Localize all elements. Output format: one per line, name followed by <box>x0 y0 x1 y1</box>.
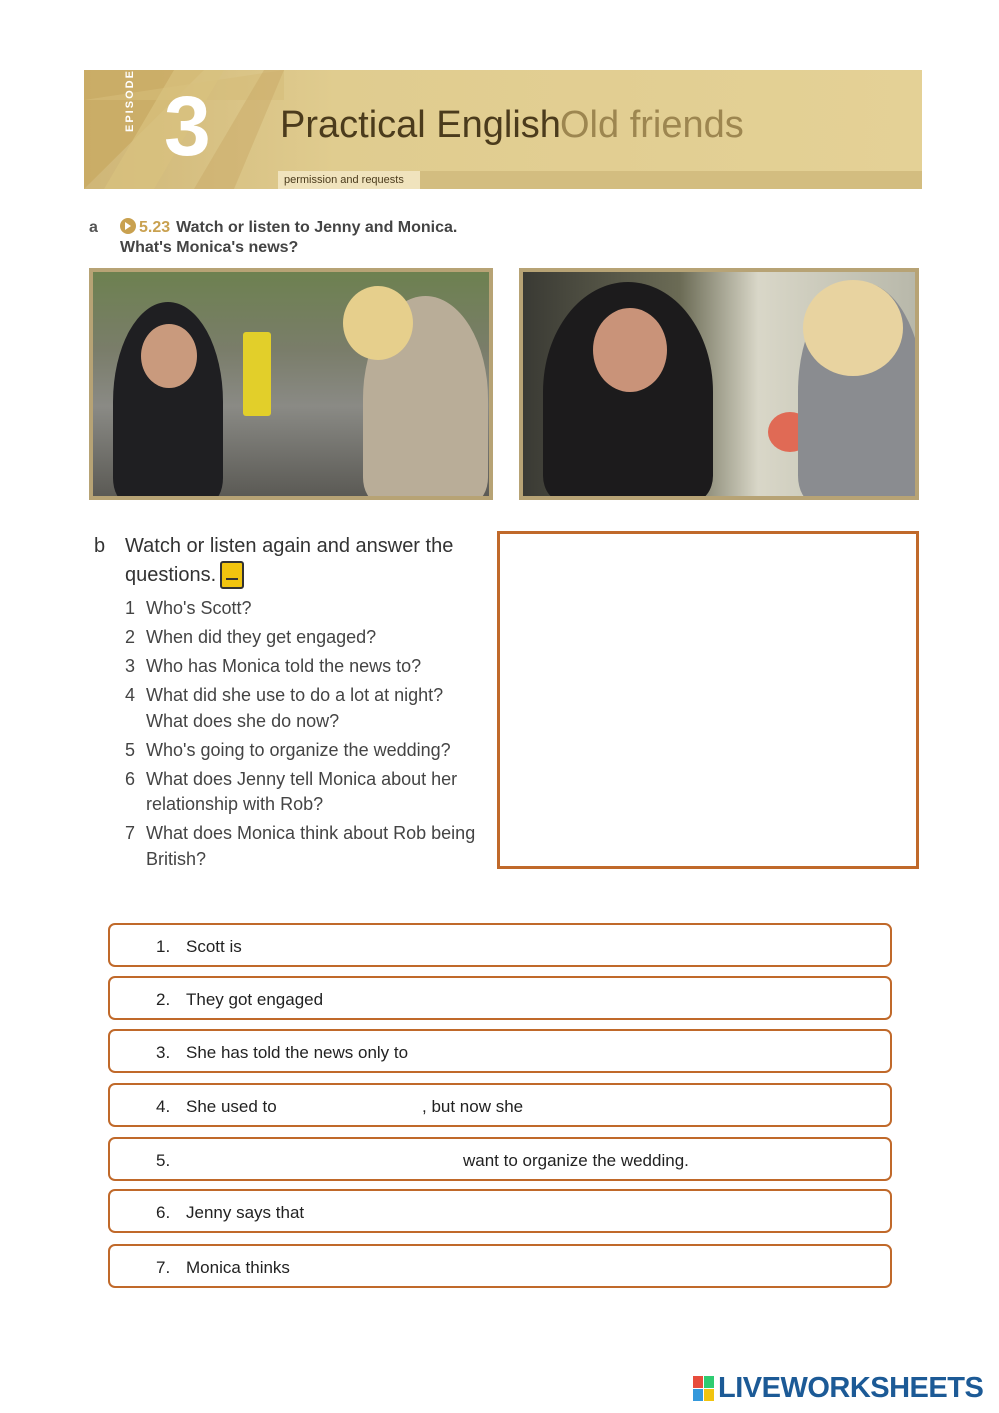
question-number: 3 <box>125 656 136 676</box>
face-shape <box>141 324 197 388</box>
face-shape <box>593 308 667 392</box>
answer-text: They got engaged <box>186 990 324 1009</box>
question-text: Who's Scott? <box>146 598 252 618</box>
section-b-letter: b <box>94 535 106 557</box>
answer-text: She used to <box>186 1097 277 1116</box>
question-number: 2 <box>125 627 136 647</box>
topic-strip <box>278 171 922 189</box>
answer-text-after-gap: want to organize the wedding. <box>463 1151 689 1170</box>
question-text: Who has Monica told the news to? <box>146 656 422 676</box>
answer-row-7[interactable] <box>108 1244 892 1288</box>
answer-text-after-gap: , but now she <box>422 1097 524 1116</box>
question-text-cont: relationship with Rob? <box>146 794 324 814</box>
answer-row-1[interactable] <box>108 923 892 967</box>
logo-mark-icon <box>693 1376 715 1402</box>
answer-text: Monica thinks <box>186 1258 290 1277</box>
question-text-cont: What does she do now? <box>146 710 340 731</box>
track-number: 5.23 <box>139 219 171 236</box>
answer-row-3[interactable] <box>108 1029 892 1073</box>
question-number: 1 <box>125 598 136 618</box>
answer-number: 5. <box>156 1151 171 1170</box>
question-text: Who's going to organize the wedding? <box>146 739 451 760</box>
question-text: What does Jenny tell Monica about her <box>146 768 458 789</box>
question-item <box>125 654 485 680</box>
answer-text: She has told the news only to <box>186 1043 409 1062</box>
logo-text: LIVEWORKSHEETS <box>718 1372 984 1404</box>
instruction-text: Watch or listen to Jenny and Monica. What's Monica's news? <box>120 219 458 256</box>
heading-text: Watch or listen again and answer the questions. <box>125 535 454 586</box>
answer-row-2[interactable] <box>108 976 892 1020</box>
answer-row-5[interactable] <box>108 1137 892 1181</box>
answer-text: Scott is <box>186 937 242 956</box>
blonde-head-shape <box>343 286 413 360</box>
answer-row-4[interactable] <box>108 1083 892 1127</box>
question-number: 5 <box>125 739 136 760</box>
answer-row-6[interactable] <box>108 1189 892 1233</box>
audio-icon[interactable] <box>120 218 136 234</box>
topic-label: permission and requests <box>278 171 420 189</box>
episode-banner <box>84 70 922 189</box>
answer-number: 6. <box>156 1203 171 1222</box>
question-item <box>125 821 485 872</box>
answer-number: 3. <box>156 1043 171 1062</box>
question-item <box>125 767 485 818</box>
episode-label: EPISODE <box>124 69 136 132</box>
cafe-photo <box>519 268 919 500</box>
question-item <box>125 596 485 622</box>
question-text: When did they get engaged? <box>146 627 377 647</box>
blonde-head-shape <box>803 280 903 376</box>
section-a-instruction <box>120 218 460 258</box>
section-b-heading <box>125 532 475 590</box>
answer-text: Jenny says that <box>186 1203 305 1222</box>
page-subtitle: Old friends <box>560 104 744 146</box>
page-title: Practical English <box>280 104 561 146</box>
answer-number: 1. <box>156 937 171 956</box>
answer-number: 7. <box>156 1258 171 1277</box>
street-photo <box>89 268 493 500</box>
question-text: What does Monica think about Rob being <box>146 823 476 843</box>
question-number: 4 <box>125 685 136 705</box>
question-text-cont: British? <box>146 848 207 869</box>
question-item <box>125 683 485 734</box>
question-item <box>125 738 485 764</box>
question-text: What did she use to do a lot at night? <box>146 685 444 705</box>
question-list <box>125 596 485 876</box>
question-number: 7 <box>125 823 136 843</box>
yellow-sign-shape <box>243 332 271 416</box>
question-item <box>125 625 485 651</box>
answer-number: 4. <box>156 1097 171 1116</box>
section-a-letter: a <box>89 219 98 236</box>
question-number: 6 <box>125 768 136 789</box>
answer-number: 2. <box>156 990 171 1009</box>
episode-number: 3 <box>164 79 211 173</box>
blank-answer-box[interactable] <box>497 531 919 869</box>
note-icon <box>220 561 244 589</box>
